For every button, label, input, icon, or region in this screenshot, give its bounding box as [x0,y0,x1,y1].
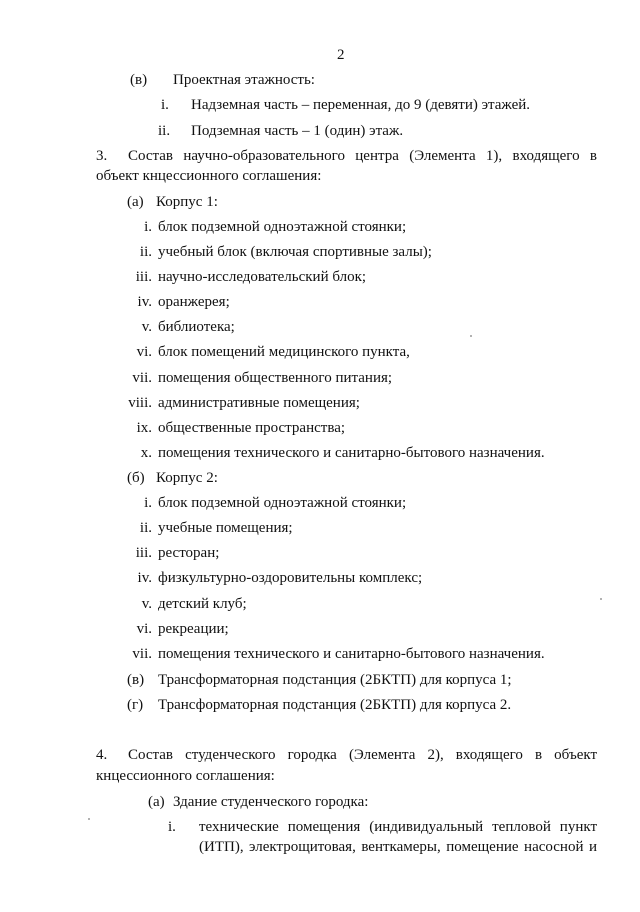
list-text: оранжерея; [158,294,230,310]
list-text: блок помещений медицинского пункта, [158,344,410,360]
section-3-line-1: Состав научно-образовательного центра (Элемента 1), входящего в [128,148,597,164]
section-number: 4. [96,747,108,763]
korpus-title: Корпус 1: [156,194,218,210]
list-marker: (г) [127,697,144,713]
intro-marker: (в) [130,72,148,88]
intro-text: Проектная этажность: [173,72,315,88]
list-marker: (а) [148,794,165,810]
list-text: ресторан; [158,545,220,561]
scan-speck [600,598,602,600]
section-3-line-2: объект кнцессионного соглашения: [96,168,322,184]
list-text: рекреации; [158,621,229,637]
building-title: Здание студенческого городка: [173,794,369,810]
list-marker: v. [141,596,152,612]
list-text: учебный блок (включая спортивные залы); [158,244,432,260]
list-marker: ii. [139,244,152,260]
list-marker: iii. [135,269,152,285]
list-text: административные помещения; [158,395,360,411]
list-text: библиотека; [158,319,235,335]
list-text: помещения общественного питания; [158,370,393,386]
list-marker: ii. [158,123,171,139]
list-marker: i. [168,819,176,835]
list-marker: ii. [139,520,152,536]
section-number: 3. [96,148,108,164]
list-marker: (в) [127,672,145,688]
list-text: помещения технического и санитарно-бытового назначения. [158,445,545,461]
list-text: учебные помещения; [158,520,293,536]
list-marker: vi. [136,621,152,637]
page-number: 2 [337,47,345,63]
list-marker: iv. [137,570,152,586]
list-text: Надземная часть – переменная, до 9 (девяти) этажей. [191,97,531,113]
list-marker: iv. [137,294,152,310]
list-marker: i. [144,495,152,511]
list-marker: i. [144,219,152,235]
list-text: блок подземной одноэтажной стоянки; [158,219,407,235]
list-text: общественные пространства; [158,420,346,436]
list-marker: i. [161,97,169,113]
korpus-marker: (а) [127,194,144,210]
list-text: Трансформаторная подстанция (2БКТП) для корпуса 1; [158,672,512,688]
scan-speck [88,818,90,820]
list-marker: viii. [128,395,152,411]
list-text: блок подземной одноэтажной стоянки; [158,495,407,511]
list-text: технические помещения (индивидуальный тепловой пункт [199,819,597,835]
korpus-title: Корпус 2: [156,470,218,486]
list-marker: vii. [132,646,152,662]
list-marker: iii. [135,545,152,561]
list-text: помещения технического и санитарно-бытового назначения. [158,646,545,662]
scan-speck [470,335,472,337]
list-marker: x. [140,445,152,461]
list-marker: vi. [136,344,152,360]
list-text: детский клуб; [158,596,247,612]
korpus-marker: (б) [127,470,145,486]
section-4-line-1: Состав студенческого городка (Элемента 2), входящего в объект [128,747,597,763]
list-text: научно-исследовательский блок; [158,269,367,285]
list-marker: ix. [136,420,152,436]
list-text: Трансформаторная подстанция (2БКТП) для корпуса 2. [158,697,512,713]
list-text: Подземная часть – 1 (один) этаж. [191,123,404,139]
section-4-line-2: кнцессионного соглашения: [96,768,275,784]
list-text: (ИТП), электрощитовая, венткамеры, помещение насосной и [199,839,597,855]
list-marker: v. [141,319,152,335]
list-marker: vii. [132,370,152,386]
list-text: физкультурно-оздоровительны комплекс; [158,570,423,586]
